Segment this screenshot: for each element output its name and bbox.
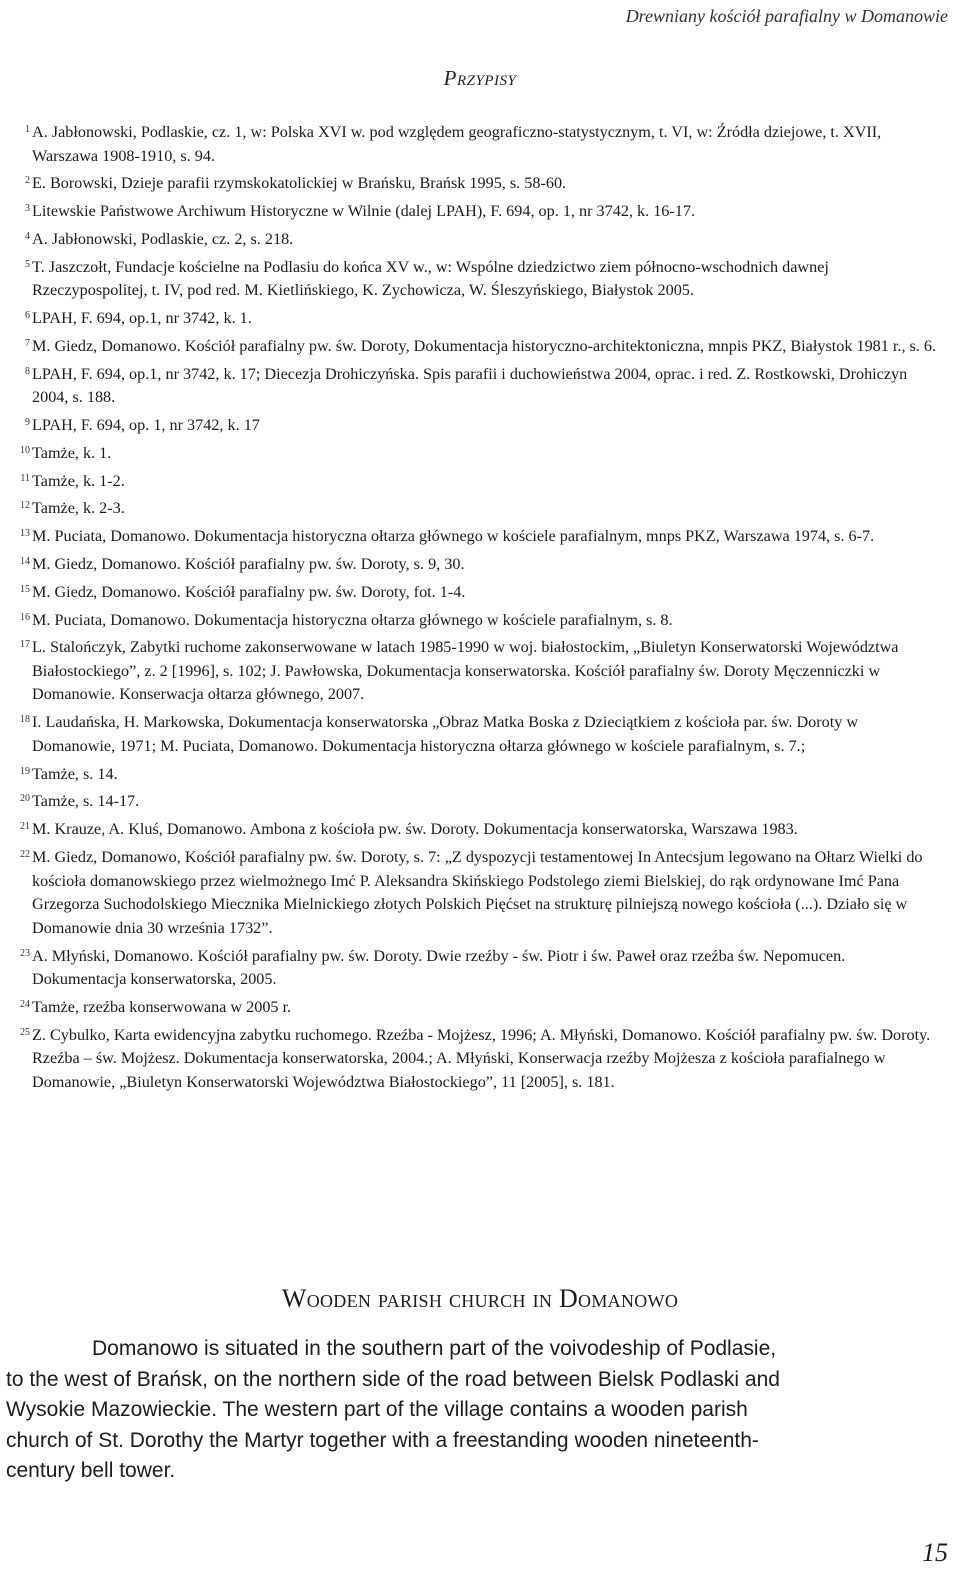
footnote-text: Tamże, rzeźba konserwowana w 2005 r. — [32, 997, 292, 1016]
footnote-text: Tamże, s. 14-17. — [32, 792, 140, 811]
paragraph-line: church of St. Dorothy the Martyr together with a freestanding wooden nineteenth- — [6, 1428, 759, 1452]
footnote-number: 6 — [25, 310, 30, 322]
footnote-number: 21 — [20, 821, 30, 833]
footnote-text: Tamże, k. 1. — [32, 443, 112, 462]
footnote-text: M. Giedz, Domanowo. Kościół parafialny pw. św. Doroty, fot. 1-4. — [32, 582, 466, 601]
footnote — [0, 118, 940, 168]
footnote — [0, 494, 940, 521]
footnote — [0, 815, 940, 842]
footnote-number: 3 — [25, 203, 30, 215]
footnote-number: 8 — [25, 365, 30, 377]
footnote — [0, 253, 940, 303]
footnote-text: Tamże, k. 2-3. — [32, 499, 125, 518]
footnote-text: M. Krauze, A. Kluś, Domanowo. Ambona z kościoła pw. św. Doroty. Dokumentacja konserwatorska, Warszawa 1983. — [32, 820, 798, 839]
footnote — [0, 522, 940, 549]
paragraph-line: century bell tower. — [6, 1459, 176, 1482]
footnote-number: 24 — [20, 998, 30, 1010]
footnote — [0, 578, 940, 605]
article-paragraph — [0, 1334, 955, 1487]
footnote — [0, 787, 940, 814]
footnote-text: LPAH, F. 694, op.1, nr 3742, k. 1. — [32, 309, 252, 328]
paragraph-line: to the west of Brańsk, on the northern side of the road between Bielsk Podlaski and — [6, 1367, 780, 1391]
footnote — [0, 439, 940, 466]
footnote-text: Tamże, s. 14. — [32, 764, 118, 783]
footnote-number: 17 — [20, 639, 30, 651]
footnote — [0, 225, 940, 252]
footnote — [0, 708, 940, 758]
footnotes-list — [0, 118, 940, 1096]
footnote-number: 15 — [20, 583, 30, 595]
footnote — [0, 760, 940, 787]
footnote-number: 18 — [20, 714, 30, 726]
footnote — [0, 411, 940, 438]
footnote-text: Tamże, k. 1-2. — [32, 471, 125, 490]
footnote-number: 14 — [20, 555, 30, 567]
footnote-text: Z. Cybulko, Karta ewidencyjna zabytku ruchomego. Rzeźba - Mojżesz, 1996; A. Młyński, Domanowo. Kościół parafialny pw. św. Doroty. Rzeźba – św. Mojżesz. Dokumentacja konserwatorska, 2004.; A. Młyński, Konserwacja rzeźby Mojżesza z kościoła parafialnego w Domanowie, „Biuletyn Konserwatorski Województwa Białostockiego”, 11 [2005], s. 181. — [32, 1025, 931, 1091]
footnote-text: LPAH, F. 694, op. 1, nr 3742, k. 17 — [32, 416, 260, 435]
footnote-text: T. Jaszczołt, Fundacje kościelne na Podlasiu do końca XV w., w: Wspólne dziedzictwo ziem północno-wschodnich dawnej Rzeczypospolitej, t. IV, pod red. M. Kietlińskiego, K. Zychowicza, W. Śleszyńskiego, Białystok 2005. — [32, 257, 829, 300]
footnote-text: M. Puciata, Domanowo. Dokumentacja historyczna ołtarza głównego w kościele parafialnym, mnps PKZ, Warszawa 1974, s. 6-7. — [32, 527, 875, 546]
footnote — [0, 332, 940, 359]
footnote-number: 12 — [20, 500, 30, 512]
footnote-text: A. Młyński, Domanowo. Kościół parafialny pw. św. Doroty. Dwie rzeźby - św. Piotr i św. Paweł oraz rzeźba św. Nepomucen. Dokumentacja konserwatorska, 2005. — [32, 946, 846, 989]
footnote-text: Litewskie Państwowe Archiwum Historyczne w Wilnie (dalej LPAH), F. 694, op. 1, nr 3742, k. 16-17. — [32, 202, 696, 221]
footnote-number: 5 — [25, 258, 30, 270]
footnote-number: 11 — [20, 472, 30, 484]
footnote-text: M. Puciata, Domanowo. Dokumentacja historyczna ołtarza głównego w kościele parafialnym, s. 8. — [32, 610, 673, 629]
footnote-number: 25 — [20, 1026, 30, 1038]
footnote-number: 19 — [20, 765, 30, 777]
footnote-text: A. Jabłonowski, Podlaskie, cz. 2, s. 218. — [32, 229, 294, 248]
footnote — [0, 1021, 940, 1095]
footnote-text: LPAH, F. 694, op.1, nr 3742, k. 17; Diecezja Drohiczyńska. Spis parafii i duchowieństwa 2004, oprac. i red. Z. Rostkowski, Drohiczyn 2004, s. 188. — [32, 364, 908, 407]
footnote-text: M. Giedz, Domanowo. Kościół parafialny pw. św. Doroty, Dokumentacja historyczno-architektoniczna, mnpis PKZ, Białystok 1981 r., s. 6. — [32, 336, 937, 355]
footnote — [0, 550, 940, 577]
footnote — [0, 467, 940, 494]
footnote-number: 23 — [20, 947, 30, 959]
footnote-text: L. Stalończyk, Zabytki ruchome zakonserwowane w latach 1985-1990 w woj. białostockim, „Biuletyn Konserwatorski Województwa Białostockiego”, z. 2 [1996], s. 102; J. Pawłowska, Dokumentacja konserwatorska. Kościół parafialny św. Doroty Męczenniczki w Domanowie. Konserwacja ołtarza głównego, 2007. — [32, 638, 899, 704]
footnote-number: 13 — [20, 528, 30, 540]
running-header: Drewniany kościół parafialny w Domanowie — [625, 6, 948, 26]
footnote — [0, 993, 940, 1020]
footnote-number: 9 — [25, 417, 30, 429]
footnote-number: 2 — [25, 175, 30, 187]
footnote — [0, 304, 940, 331]
footnote-number: 1 — [25, 124, 30, 135]
footnote — [0, 197, 940, 224]
footnote-text: M. Giedz, Domanowo. Kościół parafialny pw. św. Doroty, s. 9, 30. — [32, 554, 465, 573]
footnotes-title: Przypisy — [443, 66, 517, 90]
footnote-number: 10 — [20, 444, 30, 456]
footnote — [0, 633, 940, 707]
paragraph-line: Wysokie Mazowieckie. The western part of the village contains a wooden parish — [6, 1398, 748, 1421]
footnote — [0, 843, 940, 940]
page-number: 15 — [922, 1538, 948, 1567]
footnote-text: M. Giedz, Domanowo, Kościół parafialny pw. św. Doroty, s. 7: „Z dyspozycji testamentowej In Antecsjum legowano na Ołtarz Wielki do kościoła domanowskiego przez wielmożnego Imć P. Aleksandra Skińskiego Podstolego ziemi Bielskiej, do rąk ordynowane Imć Pana Grzegorza Suchodolskiego Miecznika Mielnickiego złotych Polskich Pięćset na strukturę pilniejszą nowego kościoła (...). Działo się w Domanowie dnia 30 września 1732”. — [32, 847, 923, 937]
footnote-number: 4 — [25, 230, 30, 242]
footnote-number: 20 — [20, 793, 30, 805]
footnote-text: A. Jabłonowski, Podlaskie, cz. 1, w: Polska XVI w. pod względem geograficzno-statystycznym, t. VI, w: Źródła dziejowe, t. XVII, Warszawa 1908-1910, s. 94. — [32, 123, 882, 165]
footnote — [0, 360, 940, 410]
paragraph-line: Domanowo is situated in the southern part of the voivodeship of Podlasie, — [92, 1337, 777, 1360]
footnote-number: 16 — [20, 611, 30, 623]
article-title: Wooden parish church in Domanowo — [281, 1284, 679, 1313]
footnote-number: 22 — [20, 848, 30, 860]
footnote-text: E. Borowski, Dzieje parafii rzymskokatolickiej w Brańsku, Brańsk 1995, s. 58-60. — [32, 174, 567, 193]
footnote — [0, 169, 940, 196]
footnote-text: I. Laudańska, H. Markowska, Dokumentacja konserwatorska „Obraz Matka Boska z Dzieciątkiem z kościoła par. św. Doroty w Domanowie, 1971; M. Puciata, Domanowo. Dokumentacja historyczna ołtarza głównego w kościele parafialnym, s. 7.; — [32, 713, 859, 755]
footnote — [0, 942, 940, 992]
footnote — [0, 606, 940, 633]
footnote-number: 7 — [25, 337, 30, 349]
